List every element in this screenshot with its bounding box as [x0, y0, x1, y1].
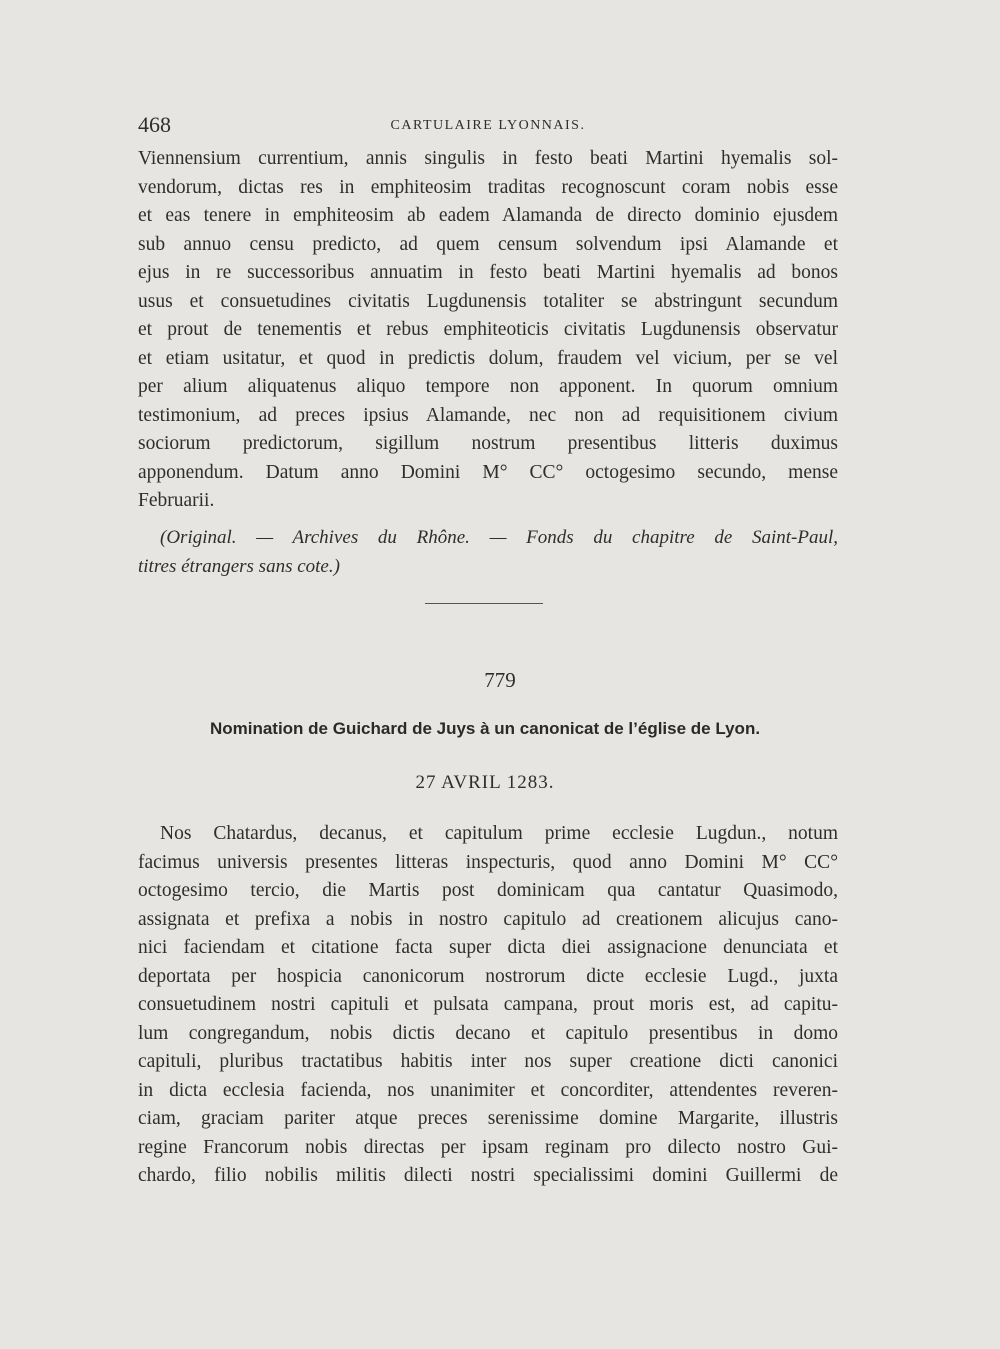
- source-citation: [138, 524, 838, 581]
- text-line: et prout de tenementis et rebus emphiteoticis civitatis Lugdunensis observatur: [138, 319, 838, 340]
- running-title: CARTULAIRE LYONNAIS.: [390, 118, 586, 133]
- citation-line: titres étrangers sans cote.): [138, 555, 340, 577]
- text-line: et eas tenere in emphiteosim ab eadem Alamanda de directo dominio ejusdem: [138, 205, 838, 226]
- text-line: Viennensium currentium, annis singulis in festo beati Martini hyemalis sol-: [138, 148, 838, 169]
- text-line: nici faciendam et citatione facta super dicta diei assignacione denunciata et: [138, 937, 838, 958]
- text-line: chardo, filio nobilis militis dilecti nostri specialissimi domini Guillermi de: [138, 1165, 838, 1186]
- page-number: 468: [138, 112, 171, 137]
- text-line: assignata et prefixa a nobis in nostro capitulo ad creationem alicujus cano-: [138, 908, 838, 930]
- text-line: lum congregandum, nobis dictis decano et capitulo presentibus in domo: [138, 1022, 838, 1044]
- text-line: capituli, pluribus tractatibus habitis inter nos super creatione dicti canonici: [138, 1051, 838, 1072]
- text-line: regine Francorum nobis directas per ipsam reginam pro dilecto nostro Gui-: [138, 1136, 838, 1158]
- document-title: Nomination de Guichard de Juys à un canonicat de l’église de Lyon.: [209, 719, 761, 738]
- text-line: in dicta ecclesia facienda, nos unanimiter et concorditer, attendentes reveren-: [138, 1079, 838, 1101]
- citation-line: (Original. — Archives du Rhône. — Fonds du chapitre de Saint-Paul,: [160, 527, 838, 548]
- text-line: et etiam usitatur, et quod in predictis dolum, fraudem vel vicium, per se vel: [138, 347, 838, 369]
- text-line: facimus universis presentes litteras inspecturis, quod anno Domini M° CC°: [138, 851, 838, 873]
- text-line: sub annuo censu predicto, ad quem censum solvendum ipsi Alamande et: [138, 233, 838, 255]
- text-line: Februarii.: [138, 490, 215, 511]
- text-line: testimonium, ad preces ipsius Alamande, nec non ad requisitionem civium: [138, 404, 838, 426]
- text-line: ejus in re successoribus annuatim in festo beati Martini hyemalis ad bonos: [138, 262, 838, 283]
- text-line: sociorum predictorum, sigillum nostrum presentibus litteris duximus: [138, 433, 838, 454]
- text-line: deportata per hospicia canonicorum nostrorum dicte ecclesie Lugd., juxta: [138, 965, 838, 987]
- text-line: apponendum. Datum anno Domini M° CC° octogesimo secundo, mense: [138, 461, 838, 483]
- text-line: octogesimo tercio, die Martis post dominicam qua cantatur Quasimodo,: [138, 880, 838, 901]
- text-line: usus et consuetudines civitatis Lugdunensis totaliter se abstringunt secundum: [138, 290, 838, 312]
- text-line: Nos Chatardus, decanus, et capitulum prime ecclesie Lugdun., notum: [160, 823, 838, 844]
- text-line: per alium aliquatenus aliquo tempore non apponent. In quorum omnium: [138, 376, 838, 397]
- document-date: 27 AVRIL 1283.: [415, 772, 555, 793]
- document-number: 779: [484, 668, 516, 692]
- running-header: [138, 112, 838, 140]
- text-line: ciam, graciam pariter atque preces serenissime domine Margarite, illustris: [138, 1108, 838, 1129]
- paragraph-continued: [138, 145, 838, 516]
- text-line: vendorum, dictas res in emphiteosim traditas recognoscunt coram nobis esse: [138, 176, 838, 198]
- paragraph-charter: [138, 820, 838, 1191]
- text-line: consuetudinem nostri capituli et pulsata campana, prout moris est, ad capitu-: [138, 994, 838, 1015]
- section-divider: [425, 603, 543, 604]
